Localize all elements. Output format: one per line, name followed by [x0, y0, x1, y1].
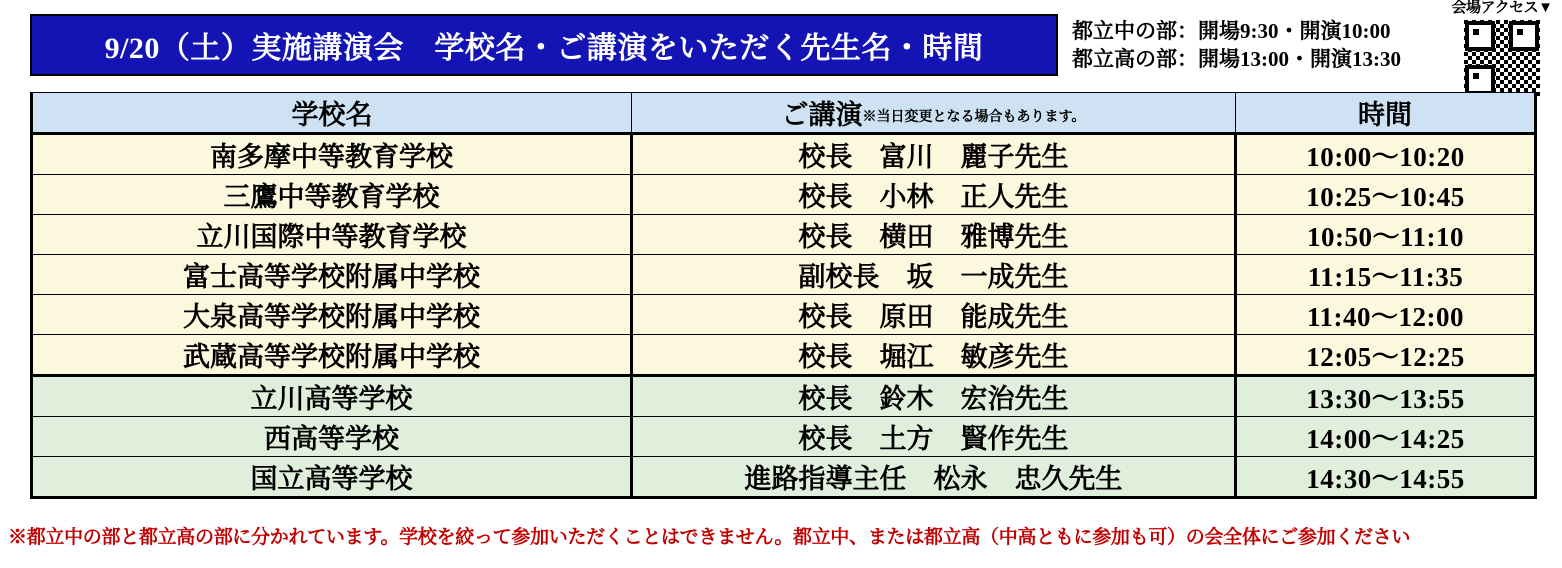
- cell-talk: 校長 堀江 敏彦先生: [632, 335, 1236, 376]
- cell-talk: 校長 小林 正人先生: [632, 175, 1236, 215]
- cell-school: 富士高等学校附属中学校: [32, 255, 632, 295]
- table-row: [32, 175, 1536, 215]
- table-row: [32, 134, 1536, 175]
- column-header-talk-label: ご講演: [781, 100, 863, 130]
- table-row: [32, 457, 1536, 498]
- qr-finder-top-right: [1509, 21, 1539, 51]
- cell-time: 14:00〜14:25: [1236, 417, 1536, 457]
- cell-school: 大泉高等学校附属中学校: [32, 295, 632, 335]
- column-header-talk: [632, 93, 1236, 134]
- cell-talk: 校長 富川 麗子先生: [632, 134, 1236, 175]
- qr-caption: 会場アクセス▼: [1451, 0, 1553, 16]
- cell-time: 10:00〜10:20: [1236, 134, 1536, 175]
- cell-time: 10:25〜10:45: [1236, 175, 1536, 215]
- qr-finder-top-left: [1465, 21, 1495, 51]
- cell-time: 11:40〜12:00: [1236, 295, 1536, 335]
- cell-school: 国立高等学校: [32, 457, 632, 498]
- table-row: [32, 376, 1536, 417]
- header-banner: [30, 14, 1058, 76]
- qr-access-block: [1450, 0, 1554, 98]
- cell-talk: 校長 土方 賢作先生: [632, 417, 1236, 457]
- qr-finder-bottom-left: [1465, 65, 1495, 95]
- cell-school: 立川高等学校: [32, 376, 632, 417]
- table-header-row: [32, 93, 1536, 134]
- cell-time: 14:30〜14:55: [1236, 457, 1536, 498]
- column-header-school: 学校名: [32, 93, 632, 134]
- table-row: [32, 417, 1536, 457]
- qr-code-icon[interactable]: [1462, 18, 1542, 98]
- cell-school: 立川国際中等教育学校: [32, 215, 632, 255]
- table-row: [32, 295, 1536, 335]
- table-row: [32, 215, 1536, 255]
- cell-school: 南多摩中等教育学校: [32, 134, 632, 175]
- cell-time: 12:05〜12:25: [1236, 335, 1536, 376]
- cell-talk: 校長 鈴木 宏治先生: [632, 376, 1236, 417]
- table-row: [32, 335, 1536, 376]
- cell-time: 13:30〜13:55: [1236, 376, 1536, 417]
- footer-note: ※都立中の部と都立高の部に分かれています。学校を絞って参加いただくことはできません。都立中、または都立高（中高ともに参加も可）の会全体にご参加ください: [8, 527, 1411, 548]
- header-time-line-1: 都立中の部：開場9:30・開演10:00: [1072, 18, 1391, 43]
- header-banner-title: 9/20（土）実施講演会 学校名・ご講演をいただく先生名・時間: [104, 32, 984, 65]
- cell-talk: 校長 横田 雅博先生: [632, 215, 1236, 255]
- cell-time: 11:15〜11:35: [1236, 255, 1536, 295]
- cell-time: 10:50〜11:10: [1236, 215, 1536, 255]
- cell-school: 武蔵高等学校附属中学校: [32, 335, 632, 376]
- header-time-line-2: 都立高の部：開場13:00・開演13:30: [1072, 47, 1401, 71]
- table-row: [32, 255, 1536, 295]
- header-times: [1058, 14, 1410, 76]
- cell-school: 三鷹中等教育学校: [32, 175, 632, 215]
- cell-talk: 校長 原田 能成先生: [632, 295, 1236, 335]
- schedule-table: [30, 92, 1537, 499]
- column-header-talk-note: ※当日変更となる場合もあります。: [862, 110, 1086, 125]
- cell-talk: 副校長 坂 一成先生: [632, 255, 1236, 295]
- cell-talk: 進路指導主任 松永 忠久先生: [632, 457, 1236, 498]
- column-header-time: 時間: [1236, 93, 1536, 134]
- cell-school: 西高等学校: [32, 417, 632, 457]
- header-band: [30, 14, 1410, 76]
